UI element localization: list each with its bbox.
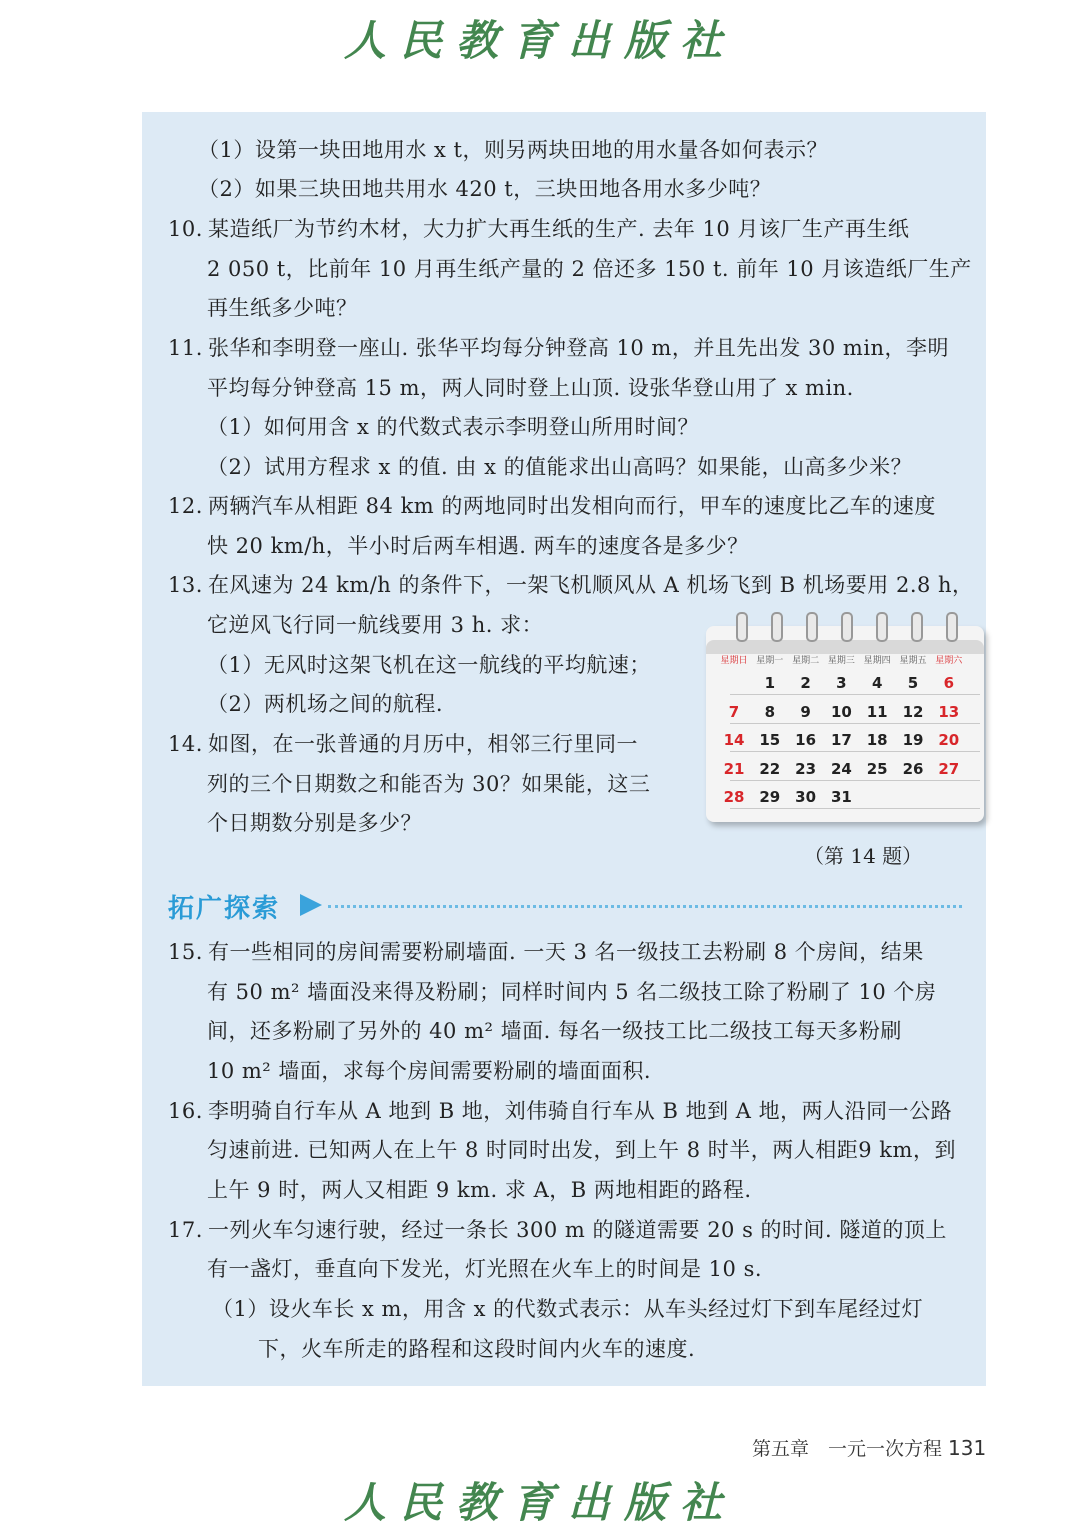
problem-number: 16. [168, 1099, 203, 1123]
calendar-row-divider [730, 808, 980, 809]
problem-text: 列的三个日期数之和能否为 30？如果能，这三 [207, 772, 651, 796]
problem-line [198, 136, 828, 164]
calendar-date: 9 [800, 702, 811, 721]
calendar-date: 30 [795, 788, 817, 806]
problem-text: 一列火车匀速行驶，经过一条长 300 m 的隧道需要 20 s 的时间. 隧道的顶上 [208, 1218, 947, 1242]
section-title: 拓广探索 [168, 894, 281, 924]
problem-text: 在风速为 24 km/h 的条件下，一架飞机顺风从 A 机场飞到 B 机场要用 2.8 h， [208, 573, 974, 597]
problem-text: 它逆风飞行同一航线要用 3 h. 求： [207, 613, 544, 637]
calendar-row-divider [730, 780, 980, 781]
calendar-date: 14 [723, 731, 745, 749]
calendar-weekday: 星期五 [899, 656, 927, 666]
calendar-date: 16 [795, 731, 817, 749]
problem-line [207, 532, 749, 560]
problem-line [207, 978, 936, 1006]
calendar-date: 17 [830, 731, 852, 749]
problem-line [207, 1057, 651, 1085]
ring-icon [946, 612, 958, 642]
problem-number: 17. [168, 1218, 203, 1242]
problem-line [207, 255, 972, 283]
page-footer [752, 1434, 986, 1461]
problem-text: （2）如果三块田地共用水 420 t，三块田地各用水多少吨？ [198, 177, 772, 201]
calendar-date: 12 [902, 702, 924, 721]
section-header [168, 888, 962, 924]
problem-line [207, 651, 651, 679]
calendar-date: 28 [723, 788, 745, 806]
arrow-icon [300, 894, 322, 916]
calendar-date: 19 [902, 731, 924, 749]
ring-icon [806, 612, 818, 642]
problem-text: （1）设第一块田地用水 x t，则另两块田地的用水量各如何表示？ [198, 138, 828, 162]
problem-line [207, 1176, 752, 1204]
calendar-date: 13 [938, 702, 960, 721]
problem-number: 13. [168, 573, 203, 597]
ring-icon [876, 612, 888, 642]
problem-line [207, 1136, 956, 1164]
problem-text: （1）设火车长 x m，用含 x 的代数式表示：从车头经过灯下到车尾经过灯 [212, 1297, 924, 1321]
problem-text: 张华和李明登一座山. 张华平均每分钟登高 10 m，并且先出发 30 min，李明 [208, 336, 950, 360]
problem-text: （2）两机场之间的航程. [207, 692, 444, 716]
problem-text: 有一些相同的房间需要粉刷墙面. 一天 3 名一级技工去粉刷 8 个房间，结果 [208, 940, 924, 964]
ring-icon [736, 612, 748, 642]
problem-line [207, 413, 699, 441]
problem-line-numbered [168, 730, 638, 758]
problem-line [207, 1017, 902, 1045]
calendar-row-divider [730, 723, 980, 724]
calendar-date: 5 [907, 674, 919, 692]
publisher-logo-top: 人民教育出版社 [343, 16, 736, 65]
calendar-date: 2 [800, 674, 811, 692]
calendar-top-band [706, 640, 984, 654]
problem-line [207, 611, 543, 639]
problem-text: 有一盏灯，垂直向下发光，灯光照在火车上的时间是 10 s. [207, 1257, 763, 1281]
calendar-date: 31 [830, 788, 852, 806]
problem-line-numbered [168, 1216, 947, 1244]
problem-text: 两辆汽车从相距 84 km 的两地同时出发相向而行，甲车的速度比乙车的速度 [208, 494, 936, 518]
problem-line-numbered [168, 334, 949, 362]
calendar-weekday: 星期日 [720, 656, 748, 666]
calendar-date: 22 [759, 759, 781, 778]
chapter-title: 第五章 一元一次方程 [752, 1438, 943, 1460]
calendar-rings [736, 612, 956, 642]
problem-number: 14. [168, 732, 203, 756]
problem-text: 2 050 t，比前年 10 月再生纸产量的 2 倍还多 150 t. 前年 10 月该造纸厂生产 [207, 257, 972, 281]
calendar-weekday: 星期四 [863, 656, 891, 666]
calendar-weekday: 星期一 [756, 656, 784, 666]
problem-text: 如图，在一张普通的月历中，相邻三行里同一 [208, 732, 638, 756]
problem-text: 快 20 km/h，半小时后两车相遇. 两车的速度各是多少？ [207, 534, 749, 558]
problem-number: 10. [168, 217, 203, 241]
problem-text: 下，火车所走的路程和这段时间内火车的速度. [258, 1337, 696, 1361]
calendar-weekday-header [716, 653, 976, 667]
calendar-date: 10 [830, 702, 852, 721]
calendar-row-divider [730, 751, 980, 752]
dotted-divider [328, 905, 962, 908]
problem-line [198, 175, 771, 203]
problem-number: 12. [168, 494, 203, 518]
calendar-figure [706, 626, 984, 822]
problem-line-numbered [168, 1097, 952, 1125]
problem-text: （2）试用方程求 x 的值. 由 x 的值能求出山高吗？如果能，山高多少米？ [207, 455, 913, 479]
problem-line-numbered [168, 938, 924, 966]
problem-line-numbered [168, 215, 909, 243]
calendar-date: 24 [830, 759, 852, 778]
problem-line [212, 1295, 923, 1323]
calendar-date: 25 [866, 759, 888, 778]
ring-icon [911, 612, 923, 642]
problem-line-numbered [168, 571, 974, 599]
problem-line [207, 453, 912, 481]
problem-text: 间，还多粉刷了另外的 40 m² 墙面. 每名一级技工比二级技工每天多粉刷 [207, 1019, 902, 1043]
figure-caption: （第 14 题） [804, 844, 923, 868]
calendar-date: 8 [764, 702, 776, 721]
problem-text: 再生纸多少吨？ [207, 296, 358, 320]
calendar-date: 26 [902, 759, 924, 778]
calendar-weekday: 星期二 [792, 656, 820, 666]
page-number: 131 [948, 1436, 987, 1460]
problem-text: 某造纸厂为节约木材，大力扩大再生纸的生产. 去年 10 月该厂生产再生纸 [208, 217, 910, 241]
calendar-date: 11 [866, 702, 888, 721]
calendar-date: 15 [759, 731, 781, 749]
problem-line [207, 374, 854, 402]
problem-number: 11. [168, 336, 203, 360]
problem-text: （1）如何用含 x 的代数式表示李明登山所用时间？ [207, 415, 700, 439]
calendar-date: 18 [866, 731, 888, 749]
problem-text: （1）无风时这架飞机在这一航线的平均航速； [207, 653, 651, 677]
calendar-row-divider [730, 694, 980, 695]
calendar-date: 6 [943, 674, 955, 692]
calendar-date: 3 [836, 674, 847, 692]
calendar-weekday: 星期六 [935, 656, 963, 666]
calendar-date: 21 [723, 759, 745, 778]
problem-line [207, 809, 422, 837]
problem-text: 有 50 m² 墙面没来得及粉刷；同样时间内 5 名二级技工除了粉刷了 10 个房 [207, 980, 937, 1004]
problem-text: 匀速前进. 已知两人在上午 8 时同时出发，到上午 8 时半，两人相距9 km，到 [207, 1138, 956, 1162]
calendar-date: 29 [759, 788, 781, 806]
calendar-date: 1 [764, 674, 776, 692]
problem-text: 个日期数分别是多少？ [207, 811, 422, 835]
ring-icon [841, 612, 853, 642]
calendar-date: 27 [938, 759, 960, 778]
calendar-date: 20 [938, 731, 960, 749]
problem-line [207, 294, 358, 322]
calendar-date: 4 [871, 674, 883, 692]
ring-icon [771, 612, 783, 642]
problem-line [207, 1255, 762, 1283]
problem-text: 10 m² 墙面，求每个房间需要粉刷的墙面面积. [207, 1059, 652, 1083]
problem-line [207, 690, 443, 718]
problem-text: 平均每分钟登高 15 m，两人同时登上山顶. 设张华登山用了 x min. [207, 376, 854, 400]
problem-line-numbered [168, 492, 936, 520]
publisher-logo-bottom: 人民教育出版社 [343, 1478, 736, 1527]
problem-text: 上午 9 时，两人又相距 9 km. 求 A，B 两地相距的路程. [207, 1178, 752, 1202]
problem-line [207, 770, 650, 798]
problem-text: 李明骑自行车从 A 地到 B 地，刘伟骑自行车从 B 地到 A 地，两人沿同一公路 [208, 1099, 953, 1123]
calendar-date: 23 [795, 759, 817, 778]
calendar-date: 7 [728, 702, 740, 721]
problem-number: 15. [168, 940, 203, 964]
problem-line [258, 1335, 695, 1363]
calendar-weekday: 星期三 [827, 656, 855, 666]
